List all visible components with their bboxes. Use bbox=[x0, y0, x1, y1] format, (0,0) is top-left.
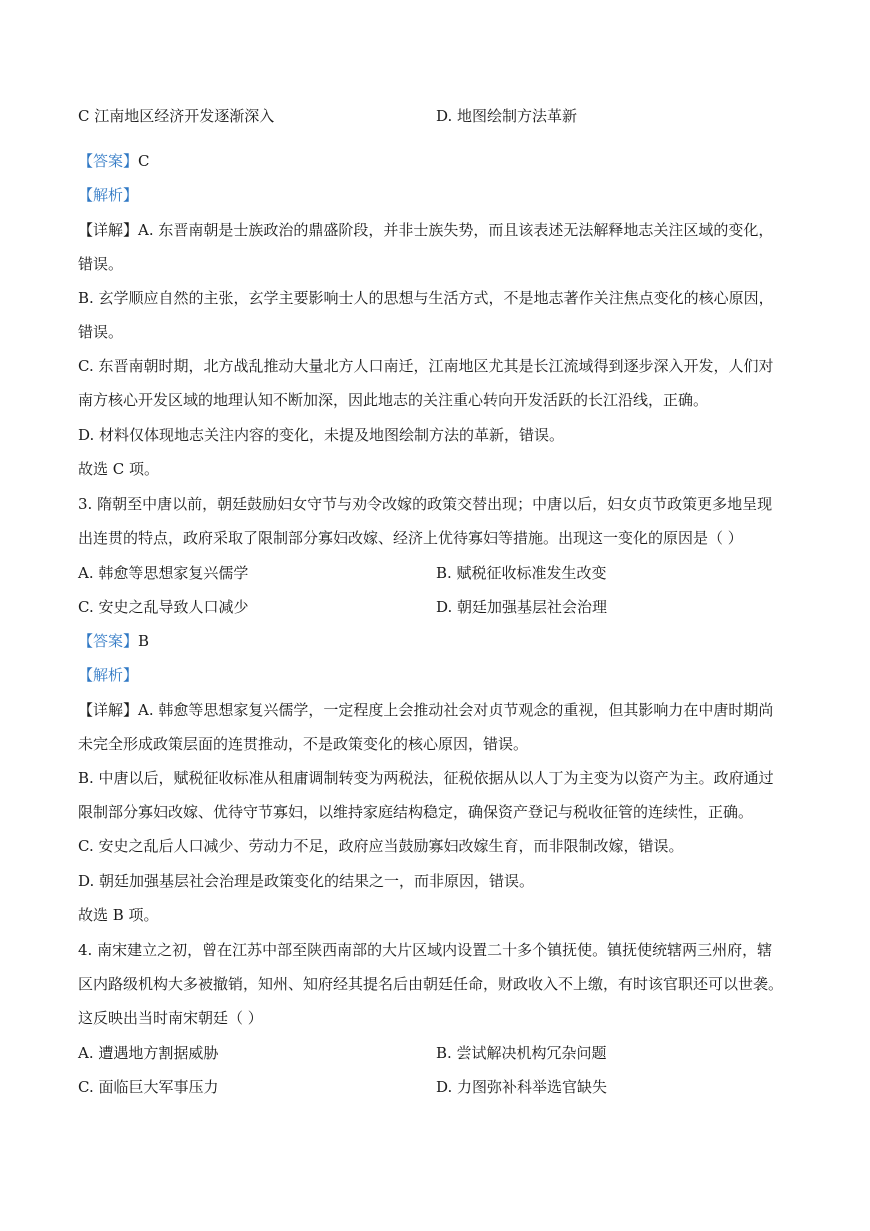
q2-conclusion: 故选 C 项。 bbox=[78, 460, 160, 478]
q2-detail-line: B. 玄学顺应自然的主张，玄学主要影响士人的思想与生活方式，不是地志著作关注焦点变化的核心原因， bbox=[78, 289, 774, 307]
q2-answer bbox=[78, 151, 150, 171]
q3-option-b: B. 赋税征收标准发生改变 bbox=[436, 564, 607, 582]
q3-detail-line: 限制部分寡妇改嫁、优待守节寡妇，以维持家庭结构稳定，确保资产登记与税收征管的连续性，正确。 bbox=[78, 803, 754, 821]
q4-option-c: C. 面临巨大军事压力 bbox=[78, 1078, 219, 1096]
q4-stem-line: 4. 南宋建立之初，曾在江苏中部至陕西南部的大片区域内设置二十多个镇抚使。镇抚使统辖两三州府，辖 bbox=[78, 941, 773, 959]
q2-detail-line: 错误。 bbox=[78, 323, 124, 341]
q3-option-d: D. 朝廷加强基层社会治理 bbox=[436, 598, 608, 616]
q2-detail-line: D. 材料仅体现地志关注内容的变化，未提及地图绘制方法的革新，错误。 bbox=[78, 426, 565, 444]
q3-analysis-tag bbox=[78, 665, 138, 685]
q3-stem-line: 3. 隋朝至中唐以前，朝廷鼓励妇女守节与劝令改嫁的政策交替出现；中唐以后，妇女贞节政策更多地呈现 bbox=[78, 495, 773, 513]
analysis-tag: 【解析】 bbox=[78, 186, 139, 204]
q3-option-a: A. 韩愈等思想家复兴儒学 bbox=[78, 564, 249, 582]
q3-detail-line: B. 中唐以后，赋税征收标准从租庸调制转变为两税法，征税依据从以人丁为主变为以资产为主。政府通过 bbox=[78, 769, 774, 787]
q4-option-a: A. 遭遇地方割据威胁 bbox=[78, 1044, 219, 1062]
q4-stem-line: 这反映出当时南宋朝廷（ ） bbox=[78, 1009, 263, 1027]
q2-detail-line: 错误。 bbox=[78, 255, 124, 273]
q2-option-d: D. 地图绘制方法革新 bbox=[436, 107, 578, 125]
q2-detail-line bbox=[78, 220, 773, 240]
detail-text: A. 东晋南朝是士族政治的鼎盛阶段，并非士族失势，而且该表述无法解释地志关注区域的变化， bbox=[138, 221, 774, 239]
answer-value: B bbox=[138, 632, 150, 650]
q2-analysis-tag bbox=[78, 185, 138, 205]
detail-tag: 【详解】 bbox=[78, 221, 139, 239]
q3-answer bbox=[78, 631, 149, 651]
answer-value: C bbox=[138, 152, 150, 170]
q3-stem-line: 出连贯的特点，政府采取了限制部分寡妇改嫁、经济上优待寡妇等措施。出现这一变化的原因是（ ） bbox=[78, 529, 743, 547]
answer-tag: 【答案】 bbox=[78, 632, 139, 650]
q3-detail-line: 未完全形成政策层面的连贯推动，不是政策变化的核心原因，错误。 bbox=[78, 735, 529, 753]
q3-conclusion: 故选 B 项。 bbox=[78, 906, 159, 924]
detail-text: A. 韩愈等思想家复兴儒学，一定程度上会推动社会对贞节观念的重视，但其影响力在中唐时期尚 bbox=[138, 701, 774, 719]
q4-option-d: D. 力图弥补科举选官缺失 bbox=[436, 1078, 608, 1096]
detail-tag: 【详解】 bbox=[78, 701, 139, 719]
q2-detail-line: 南方核心开发区域的地理认知不断加深，因此地志的关注重心转向开发活跃的长江沿线，正确。 bbox=[78, 391, 709, 409]
q4-stem-line: 区内路级机构大多被撤销，知州、知府经其提名后由朝廷任命，财政收入不上缴，有时该官职还可以世袭。 bbox=[78, 975, 784, 993]
q3-detail-line: C. 安史之乱后人口减少、劳动力不足，政府应当鼓励寡妇改嫁生育，而非限制改嫁，错误。 bbox=[78, 837, 684, 855]
q3-option-c: C. 安史之乱导致人口减少 bbox=[78, 598, 249, 616]
q4-option-b: B. 尝试解决机构冗杂问题 bbox=[436, 1044, 607, 1062]
q3-detail-line: D. 朝廷加强基层社会治理是政策变化的结果之一，而非原因，错误。 bbox=[78, 872, 535, 890]
analysis-tag: 【解析】 bbox=[78, 666, 139, 684]
q3-detail-line bbox=[78, 700, 773, 720]
answer-tag: 【答案】 bbox=[78, 152, 139, 170]
q2-option-c: C 江南地区经济开发逐渐深入 bbox=[78, 107, 275, 125]
q2-detail-line: C. 东晋南朝时期，北方战乱推动大量北方人口南迁，江南地区尤其是长江流域得到逐步深入开发，人们对 bbox=[78, 357, 774, 375]
